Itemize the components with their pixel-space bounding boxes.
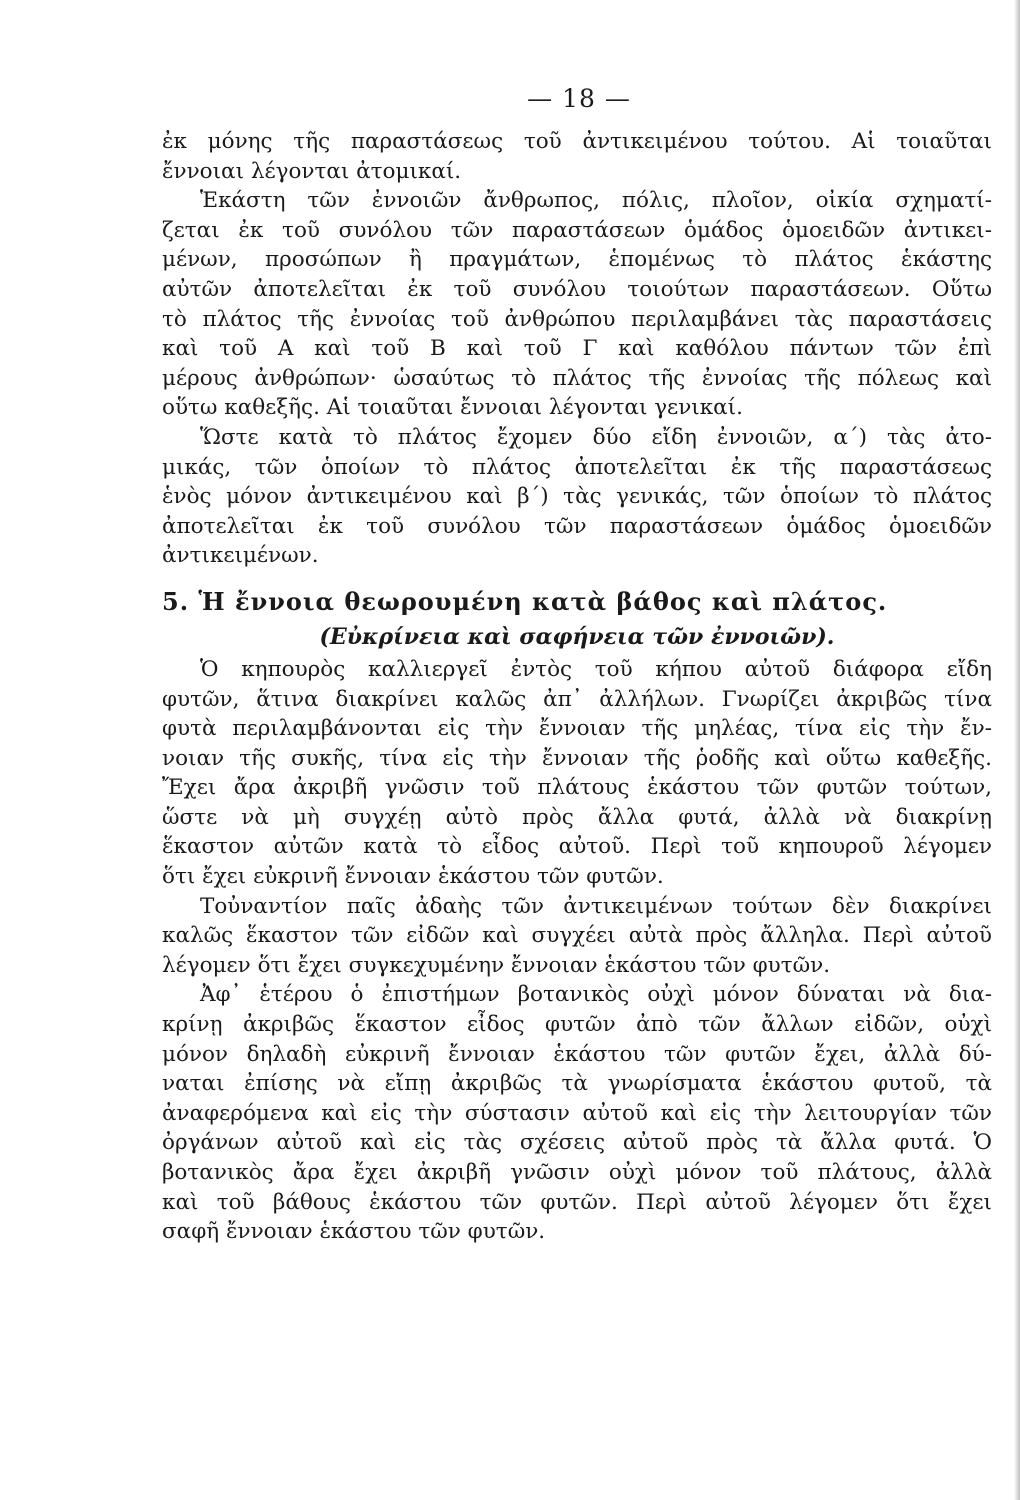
paragraph-6 [162,980,992,1246]
page-number: — 18 — [527,84,631,113]
paragraph-1 [162,127,992,186]
text-line: νοιαν τῆς συκῆς, τίνα εἰς τὴν ἔννοιαν τῆς ῥοδῆς καὶ οὕτω καθεξῆς. [162,745,992,771]
text-line: ἕκαστον αὐτῶν κατὰ τὸ εἶδος αὐτοῦ. Περὶ τοῦ κηπουροῦ λέγομεν [162,834,992,860]
paragraph-5 [162,892,992,981]
text-line: βοτανικὸς ἄρα ἔχει ἀκριβῆ γνῶσιν οὐχὶ μόνον τοῦ πλάτους, ἀλλὰ [162,1160,992,1185]
text-line: Ἀφ᾽ ἑτέρου ὁ ἐπιστήμων βοτανικὸς οὐχὶ μόνον δύναται νὰ δια- [200,982,992,1008]
text-line: Ὁ κηπουρὸς καλλιεργεῖ ἐντὸς τοῦ κήπου αὐτοῦ διάφορα εἴδη [200,656,992,682]
section-heading: 5. Ἡ ἔννοια θεωρουμένη κατὰ βάθος καὶ πλάτος. [162,586,888,616]
text-line: ἑνὸς μόνον ἀντικειμένου καὶ β΄) τὰς γενικάς, τῶν ὁποίων τὸ πλάτος [162,484,992,510]
text-line: μόνον δηλαδὴ εὐκρινῆ ἔννοιαν ἑκάστου τῶν φυτῶν ἔχει, ἀλλὰ δύ- [162,1041,992,1067]
text-line: Ὥστε κατὰ τὸ πλάτος ἔχομεν δύο εἴδη ἐννοιῶν, α΄) τὰς ἀτο- [200,424,992,450]
page-body [162,127,992,1247]
text-line: λέγομεν ὅτι ἔχει συγκεχυμένην ἔννοιαν ἑκάστου τῶν φυτῶν. [162,952,831,978]
paragraph-4 [162,655,992,892]
text-line: ὅτι ἔχει εὐκρινῆ ἔννοιαν ἑκάστου τῶν φυτῶν. [162,864,664,890]
text-line: φυτῶν, ἅτινα διακρίνει καλῶς ἀπ᾽ ἀλλήλων. Γνωρίζει ἀκριβῶς τίνα [162,686,992,712]
text-line: αὐτῶν ἀποτελεῖται ἐκ τοῦ συνόλου τοιούτων παραστάσεων. Οὕτω [162,276,992,302]
text-line: ὀργάνων αὐτοῦ καὶ εἰς τὰς σχέσεις αὐτοῦ πρὸς τὰ ἄλλα φυτά. Ὁ [162,1130,992,1156]
text-line: καὶ τοῦ βάθους ἑκάστου τῶν φυτῶν. Περὶ αὐτοῦ λέγομεν ὅτι ἔχει [162,1189,992,1215]
text-line: μένων, προσώπων ἢ πραγμάτων, ἑπομένως τὸ πλάτος ἑκάστης [162,247,992,273]
text-line: κρίνῃ ἀκριβῶς ἕκαστον εἶδος φυτῶν ἀπὸ τῶν ἄλλων εἰδῶν, οὐχὶ [162,1012,992,1038]
text-line: Τοὐναντίον παῖς ἀδαὴς τῶν ἀντικειμένων τούτων δὲν διακρίνει [200,893,992,919]
text-line: ἀναφερόμενα καὶ εἰς τὴν σύστασιν αὐτοῦ καὶ εἰς τὴν λειτουργίαν τῶν [162,1100,992,1126]
text-line: ζεται ἐκ τοῦ συνόλου τῶν παραστάσεων ὁμάδος ὁμοειδῶν ἀντικει- [162,217,992,243]
section-subheading: (Εὐκρίνεια καὶ σαφήνεια τῶν ἐννοιῶν). [319,623,835,650]
text-line: φυτὰ περιλαμβάνονται εἰς τὴν ἔννοιαν τῆς μηλέας, τίνα εἰς τὴν ἔν- [162,716,992,742]
text-line: ἔννοιαι λέγονται ἀτομικαί. [162,158,462,184]
text-line: καλῶς ἕκαστον τῶν εἰδῶν καὶ συγχέει αὐτὰ πρὸς ἄλληλα. Περὶ αὐτοῦ [162,923,992,949]
page-edge-shadow [1014,0,1020,1500]
text-line: μέρους ἀνθρώπων· ὡσαύτως τὸ πλάτος τῆς ἐννοίας τῆς πόλεως καὶ [162,365,992,391]
text-line: ναται ἐπίσης νὰ εἴπῃ ἀκριβῶς τὰ γνωρίσματα ἑκάστου φυτοῦ, τὰ [162,1071,992,1097]
paragraph-3 [162,423,992,571]
text-line: σαφῆ ἔννοιαν ἑκάστου τῶν φυτῶν. [162,1219,546,1245]
paragraph-2 [162,186,992,423]
text-line: μικάς, τῶν ὁποίων τὸ πλάτος ἀποτελεῖται ἐκ τῆς παραστάσεως [162,454,992,480]
text-line: Ἑκάστη τῶν ἐννοιῶν ἄνθρωπος, πόλις, πλοῖον, οἰκία σχηματί- [200,188,992,214]
text-line: Ἔχει ἄρα ἀκριβῆ γνῶσιν τοῦ πλάτους ἑκάστου τῶν φυτῶν τούτων, [162,775,992,801]
text-line: ὥστε νὰ μὴ συγχέῃ αὐτὸ πρὸς ἄλλα φυτά, ἀλλὰ νὰ διακρίνῃ [162,804,992,830]
text-line: ἀντικειμένων. [162,543,319,569]
text-line: ἀποτελεῖται ἐκ τοῦ συνόλου τῶν παραστάσεων ὁμάδος ὁμοειδῶν [162,513,992,539]
text-line: οὕτω καθεξῆς. Αἱ τοιαῦται ἔννοιαι λέγονται γενικαί. [162,395,743,421]
section-gap [162,571,992,585]
text-line: καὶ τοῦ Α καὶ τοῦ Β καὶ τοῦ Γ καὶ καθόλου πάντων τῶν ἐπὶ [162,336,992,362]
text-line: τὸ πλάτος τῆς ἐννοίας τοῦ ἀνθρώπου περιλαμβάνει τὰς παραστάσεις [162,306,992,332]
text-line: ἐκ μόνης τῆς παραστάσεως τοῦ ἀντικειμένου τούτου. Αἱ τοιαῦται [162,129,992,154]
